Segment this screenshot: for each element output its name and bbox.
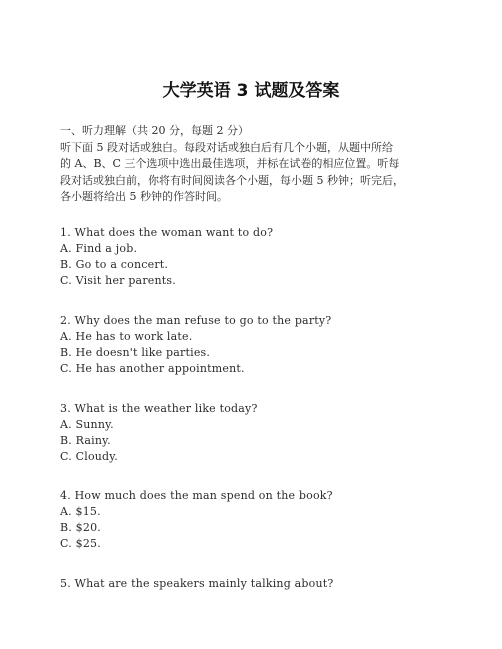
question-2 <box>60 313 480 377</box>
instruction-line: 的 A、B、C 三个选项中选出最佳选项，并标在试卷的相应位置。听每 <box>60 157 400 170</box>
option-b: B. He doesn't like parties. <box>60 346 211 359</box>
question-stem: 5. What are the speakers mainly talking about? <box>60 577 334 590</box>
question-4 <box>60 488 480 552</box>
option-c: C. $25. <box>60 537 101 550</box>
option-c: C. He has another appointment. <box>60 362 245 375</box>
option-b: B. Rainy. <box>60 434 111 447</box>
question-5 <box>60 576 480 592</box>
option-a: A. $15. <box>60 505 101 518</box>
page-title: 大学英语 3 试题及答案 <box>162 81 340 101</box>
option-b: B. $20. <box>60 521 101 534</box>
option-c: C. Visit her parents. <box>60 274 176 287</box>
question-stem: 1. What does the woman want to do? <box>60 226 274 239</box>
section-heading: 一、听力理解（共 20 分，每题 2 分） <box>60 124 249 137</box>
question-stem: 2. Why does the man refuse to go to the party? <box>60 314 332 327</box>
listening-section <box>60 123 480 206</box>
question-stem: 4. How much does the man spend on the book? <box>60 489 333 502</box>
option-a: A. Find a job. <box>60 242 138 255</box>
option-b: B. Go to a concert. <box>60 258 169 271</box>
question-stem: 3. What is the weather like today? <box>60 402 258 415</box>
option-a: A. He has to work late. <box>60 330 193 343</box>
question-3 <box>60 401 480 465</box>
instruction-line: 段对话或独白前，你将有时间阅读各个小题，每小题 5 秒钟；听完后， <box>60 173 404 187</box>
instruction-line: 听下面 5 段对话或独白。每段对话或独白后有几个小题，从题中所给 <box>60 140 393 154</box>
question-1 <box>60 225 480 289</box>
option-a: A. Sunny. <box>60 418 114 431</box>
option-c: C. Cloudy. <box>60 450 118 463</box>
instruction-line: 各小题将给出 5 秒钟的作答时间。 <box>60 190 228 203</box>
